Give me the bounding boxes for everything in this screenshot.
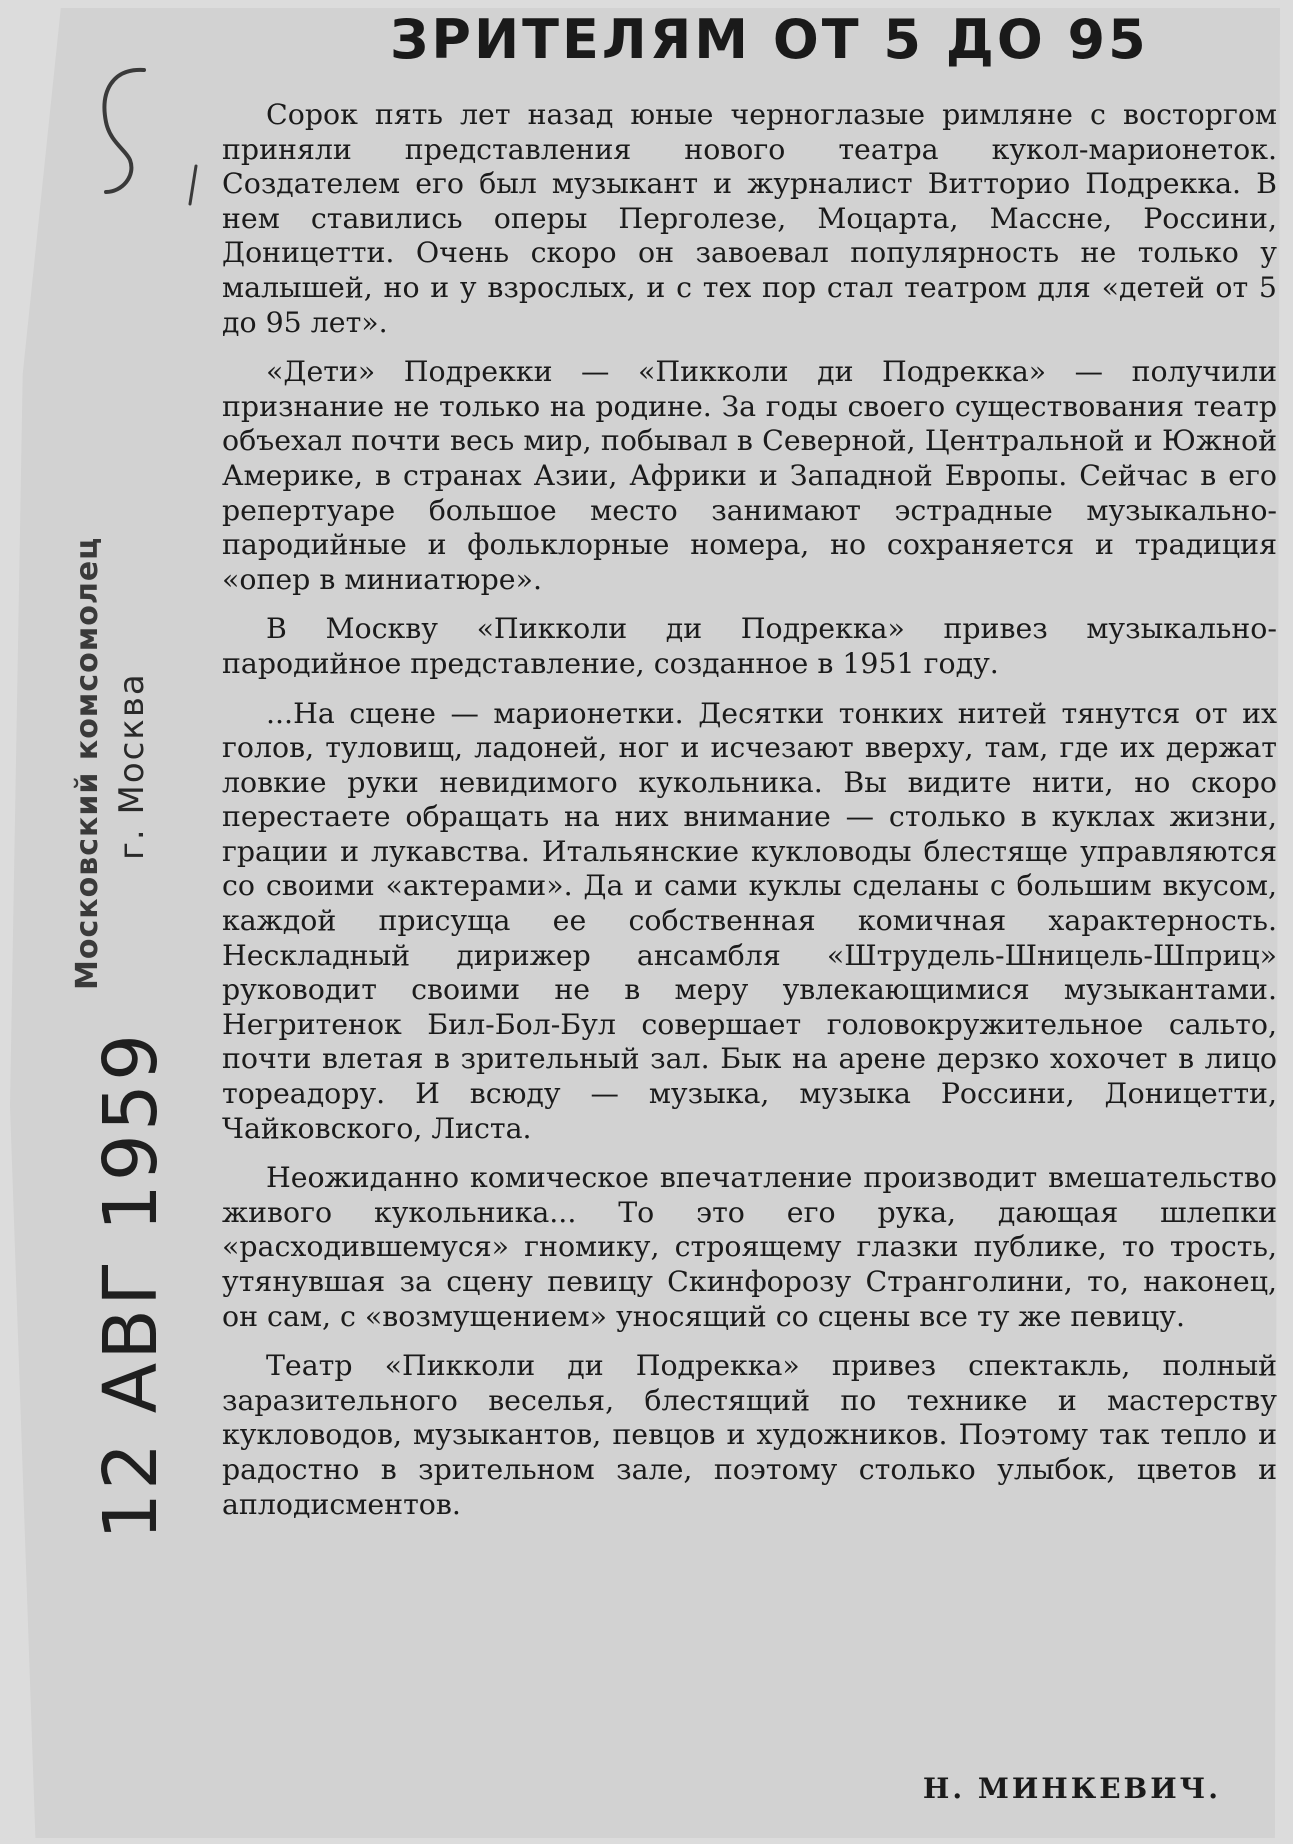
author-signature: Н. МИНКЕВИЧ. [922,1772,1221,1805]
date-stamp: 12 АВГ 1959 [88,1030,174,1540]
article-paragraph: «Дети» Подрекки — «Пикколи ди Подрекка» — получили признание не только на родине. За годы своего существования театр объехал почти весь мир, побывал в Северной, Центральной и Южной Америке, в странах Азии, Африки и Западной Европы. Сейчас в его репертуаре большое место занимают эстрадные музыкально-пародийные и фольклорные номера, но сохраняется и традиция «опер в миниатюре». [222,355,1277,596]
city-stamp: г. Москва [112,672,152,860]
article-paragraph: В Москву «Пикколи ди Подрекка» привез музыкально-пародийное представление, созданное в 1951 году. [222,612,1277,680]
article-body [222,98,1277,1537]
article-paragraph: Сорок пять лет назад юные черноглазые римляне с восторгом приняли представления нового театра кукол-марионеток. Создателем его был музыкант и журналист Витторио Подрекка. В нем ставились оперы Перголезе, Моцарта, Массне, Россини, Доницетти. Очень скоро он завоевал популярность не только у малышей, но и у взрослых, и с тех пор стал театром для «детей от 5 до 95 лет». [222,98,1277,339]
article-paragraph: ...На сцене — марионетки. Десятки тонких нитей тянутся от их голов, туловищ, ладоней, ног и исчезают вверху, там, где их держат ловкие руки невидимого кукольника. Вы видите нити, но скоро перестаете обращать на них внимание — столько в куклах жизни, грации и лукавства. Итальянские кукловоды блестяще управляются со своими «актерами». Да и сами куклы сделаны с большим вкусом, каждой присуща ее собственная комичная характерность. Нескладный дирижер ансамбля «Штрудель-Шницель-Шприц» руководит своими не в меру увлекающимися музыкантами. Негритенок Бил-Бол-Бул совершает головокружительное сальто, почти влетая в зрительный зал. Бык на арене дерзко хохочет в лицо тореадору. И всюду — музыка, музыка Россини, Доницетти, Чайковского, Листа. [222,696,1277,1145]
newspaper-stamp: Московский комсомолец [70,536,105,990]
article-title: ЗРИТЕЛЯМ ОТ 5 ДО 95 [390,8,1149,71]
article-paragraph: Неожиданно комическое впечатление производит вмешательство живого кукольника... То это его рука, дающая шлепки «расходившемуся» гномику, строящему глазки публике, то трость, утянувшая за сцену певицу Скинфорозу Странголини, то, наконец, он сам, с «возмущением» уносящий со сцены все ту же певицу. [222,1161,1277,1333]
article-paragraph: Театр «Пикколи ди Подрекка» привез спектакль, полный заразительного веселья, блестящий по технике и мастерству кукловодов, музыкантов, певцов и художников. Поэтому так тепло и радостно в зрительном зале, поэтому столько улыбок, цветов и аплодисментов. [222,1349,1277,1521]
pencil-mark-icon [92,64,212,234]
